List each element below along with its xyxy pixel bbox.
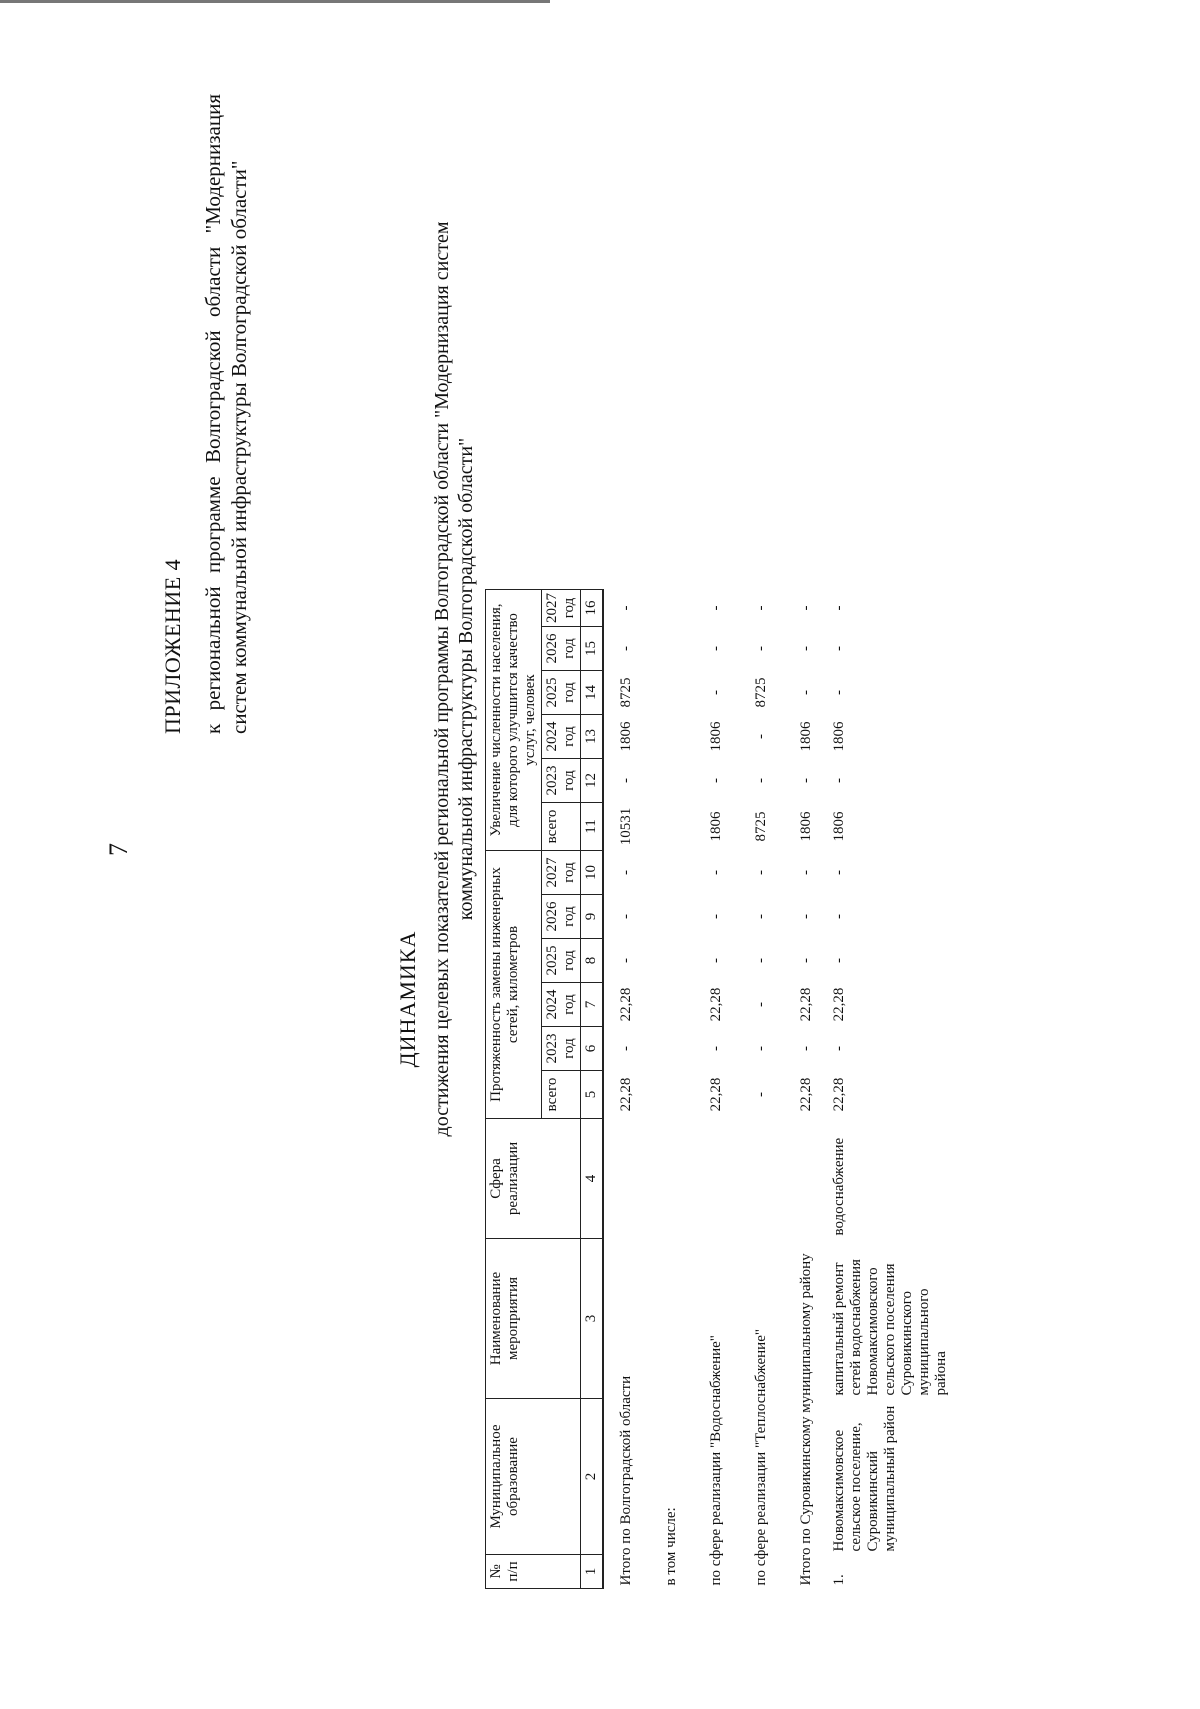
summary-row-value: - (753, 646, 769, 651)
summary-row-value (649, 590, 694, 627)
summary-row-label: по сфере реализации "Водоснабжение" (708, 1335, 724, 1586)
summary-row-value: - (618, 778, 634, 783)
document-title: ДИНАМИКА (395, 930, 420, 1068)
summary-row-label: Итого по Суровикинскому муниципальному району (798, 1253, 814, 1586)
detail-municipality: Новомаксимовское сельское поселение, Суровикинский муниципальный район (831, 1405, 898, 1552)
detail-value: - (831, 958, 847, 963)
summary-row-value: - (618, 870, 634, 875)
header-length-2027: 2027 год (542, 851, 581, 895)
detail-value: - (831, 778, 847, 783)
header-length-2024: 2024 год (542, 983, 581, 1027)
summary-row-value: 8725 (753, 811, 769, 842)
summary-row-value (649, 851, 694, 895)
header-length-2026: 2026 год (542, 895, 581, 939)
header-pop-2026: 2026 год (542, 627, 581, 671)
summary-row-value: 1806 (708, 811, 724, 842)
summary-row-value: - (618, 605, 634, 611)
summary-row-value: - (618, 1046, 634, 1051)
summary-row-value: - (708, 958, 724, 963)
col-number: 15 (581, 627, 604, 671)
col-number: 7 (581, 983, 604, 1027)
header-sphere: Сфера реализации (486, 1119, 581, 1239)
summary-row-value (649, 983, 694, 1027)
header-num: № п/п (486, 1555, 581, 1589)
col-number: 12 (581, 759, 604, 803)
summary-row-value (649, 671, 694, 715)
column-number-row (581, 590, 604, 1589)
summary-row-value (649, 1071, 694, 1119)
detail-value: 22,28 (831, 1077, 847, 1112)
summary-row-value: 1806 (798, 811, 814, 842)
col-number: 6 (581, 1027, 604, 1071)
detail-num: 1. (831, 1574, 847, 1586)
header-length-2023: 2023 год (542, 1027, 581, 1071)
summary-row-value: 22,28 (798, 1077, 814, 1112)
header-pop-2025: 2025 год (542, 671, 581, 715)
appendix-text: к региональной программе Волгоградской области "Модернизация систем коммунальной инфраструктуры Волгоградской области" (201, 94, 251, 734)
summary-row-value: - (708, 870, 724, 875)
summary-row-value: 22,28 (618, 1077, 634, 1112)
summary-row-value (649, 715, 694, 759)
header-pop-2023: 2023 год (542, 759, 581, 803)
summary-row-label: в том числе: (663, 1507, 679, 1586)
summary-row-value: 22,28 (708, 987, 724, 1022)
summary-rows (603, 590, 829, 1589)
summary-row-value: 22,28 (798, 987, 814, 1022)
summary-row-value: - (618, 958, 634, 963)
summary-row-value: - (618, 914, 634, 919)
header-population-group: Увеличение численности населения, для которого улучшится качество услуг, человек (486, 590, 542, 851)
page-number: 7 (104, 843, 133, 856)
detail-value: - (831, 870, 847, 875)
col-number: 14 (581, 671, 604, 715)
summary-row-value: - (798, 646, 814, 651)
detail-value: 1806 (831, 811, 847, 842)
summary-row (649, 590, 694, 1589)
summary-row-value (649, 1027, 694, 1071)
header-pop-2024: 2024 год (542, 715, 581, 759)
detail-row (829, 590, 952, 1589)
summary-row-value: 22,28 (708, 1077, 724, 1112)
col-number: 1 (581, 1555, 604, 1589)
subtitle-line-2: коммунальной инфраструктуры Волгоградской области" (455, 437, 477, 921)
detail-value: - (831, 646, 847, 651)
col-number: 5 (581, 1071, 604, 1119)
summary-row-value (649, 803, 694, 851)
header-pop-2027: 2027 год (542, 590, 581, 627)
summary-row-label: по сфере реализации "Теплоснабжение" (753, 1329, 769, 1586)
header-municipality: Муниципальное образование (486, 1399, 581, 1555)
summary-row-value: - (798, 690, 814, 695)
subtitle-line-1: достижения целевых показателей региональной программы Волгоградской области "Модернизация систем (431, 221, 453, 1137)
detail-value: - (831, 690, 847, 695)
summary-row-value (649, 627, 694, 671)
header-pop-total: всего (542, 803, 581, 851)
summary-row-value: - (753, 605, 769, 611)
summary-row-value (649, 759, 694, 803)
appendix-title: ПРИЛОЖЕНИЕ 4 (160, 558, 185, 734)
summary-row-value: - (708, 914, 724, 919)
summary-row-value: - (753, 1002, 769, 1007)
document-subtitle (430, 189, 478, 1169)
summary-row-value: 10531 (618, 807, 634, 846)
summary-row-value: - (798, 914, 814, 919)
col-number: 13 (581, 715, 604, 759)
summary-row-value: - (708, 646, 724, 651)
summary-row-value: - (798, 778, 814, 783)
summary-row (603, 590, 649, 1589)
summary-row-value: - (798, 605, 814, 611)
header-length-2025: 2025 год (542, 939, 581, 983)
detail-value: 1806 (831, 721, 847, 752)
header-length-total: всего (542, 1071, 581, 1119)
summary-row-value: - (753, 734, 769, 739)
summary-row-value: - (798, 870, 814, 875)
summary-row-value (649, 939, 694, 983)
summary-row-value: 1806 (708, 721, 724, 752)
summary-row-value: - (618, 646, 634, 651)
summary-row-value: - (708, 1046, 724, 1051)
indicators-table (485, 589, 952, 1589)
header-event: Наименование мероприятия (486, 1239, 581, 1399)
summary-row-label: Итого по Волгоградской области (618, 1375, 634, 1586)
col-number: 8 (581, 939, 604, 983)
summary-row-value: - (798, 958, 814, 963)
detail-event: капитальный ремонт сетей водоснабжения Новомаксимовского сельского поселения Суровикинского муниципального района (831, 1259, 949, 1396)
header-length-group: Протяженность замены инженерных сетей, километров (486, 851, 542, 1119)
detail-value: 22,28 (831, 987, 847, 1022)
summary-row-value: - (708, 605, 724, 611)
summary-row-value: - (753, 778, 769, 783)
summary-row-value: - (798, 1046, 814, 1051)
summary-row-value: 1806 (798, 721, 814, 752)
summary-row (784, 590, 829, 1589)
detail-value: - (831, 605, 847, 611)
summary-row (739, 590, 784, 1589)
col-number: 11 (581, 803, 604, 851)
col-number: 2 (581, 1399, 604, 1555)
summary-row-value: - (753, 1046, 769, 1051)
summary-row-value: 22,28 (618, 987, 634, 1022)
col-number: 3 (581, 1239, 604, 1399)
summary-row-value: 8725 (618, 677, 634, 708)
detail-value: - (831, 1046, 847, 1051)
summary-row-value (649, 895, 694, 939)
col-number: 4 (581, 1119, 604, 1239)
detail-sphere: водоснабжение (831, 1137, 847, 1236)
summary-row-value: - (708, 690, 724, 695)
summary-row-value: - (753, 914, 769, 919)
summary-row-value: 8725 (753, 677, 769, 708)
col-number: 16 (581, 590, 604, 627)
summary-row-value: - (753, 870, 769, 875)
summary-row (694, 590, 739, 1589)
col-number: 10 (581, 851, 604, 895)
summary-row-value: 1806 (618, 721, 634, 752)
col-number: 9 (581, 895, 604, 939)
summary-row-value: - (708, 778, 724, 783)
summary-row-value: - (753, 958, 769, 963)
detail-value: - (831, 914, 847, 919)
header-row-1 (486, 590, 542, 1589)
summary-row-value: - (753, 1092, 769, 1097)
